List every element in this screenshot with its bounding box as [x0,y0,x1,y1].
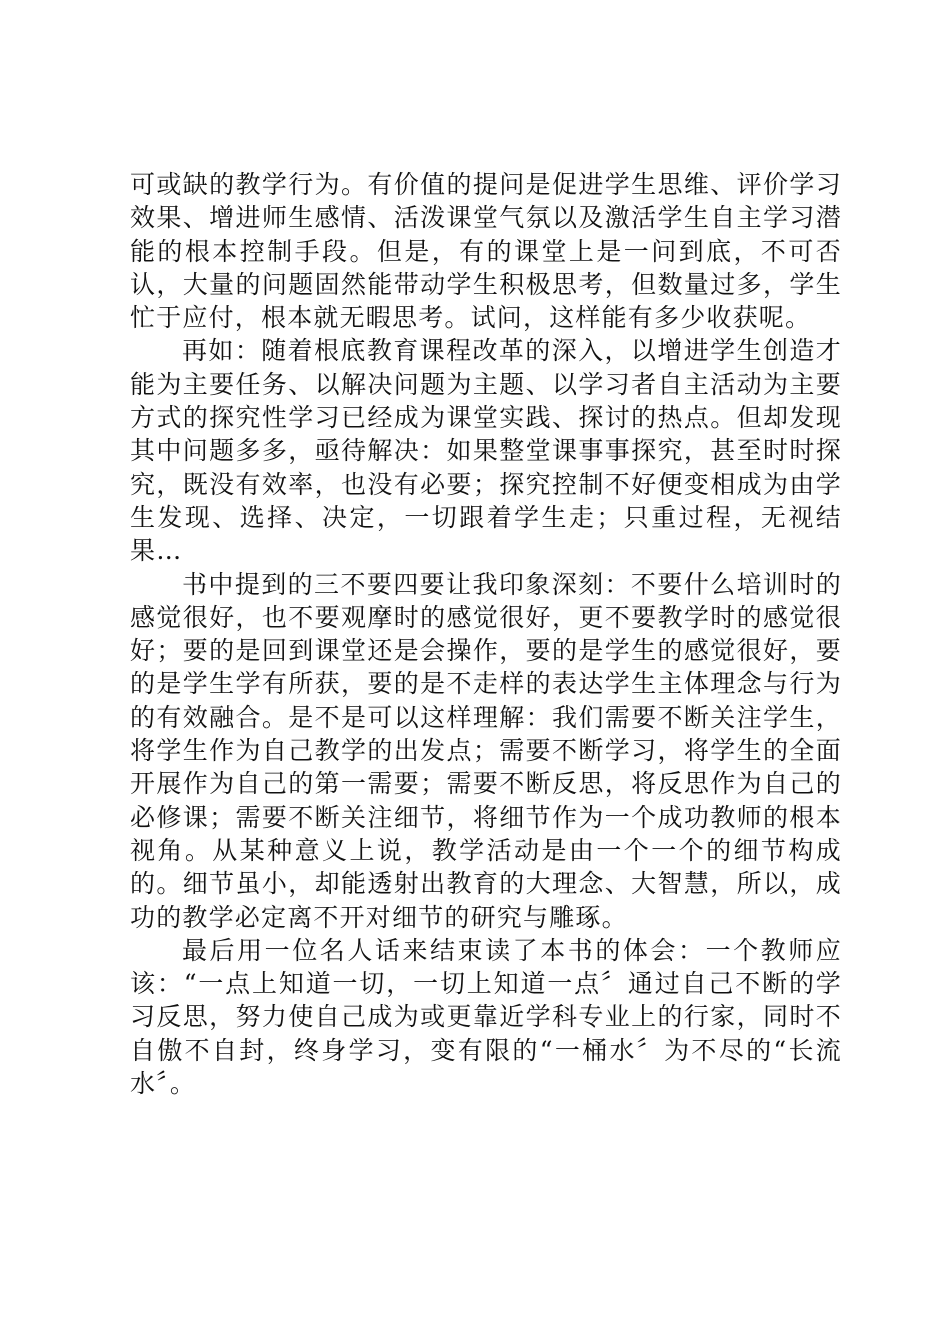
paragraph-continuation: 可或缺的教学行为。有价值的提问是促进学生思维、评价学习效果、增进师生感情、活泼课堂气氛以及激活学生自主学习潜能的根本控制手段。但是，有的课堂上是一问到底，不可否认，大量的问题固然能带动学生积极思考，但数量过多，学生忙于应付，根本就无暇思考。试问，这样能有多少收获呢。 [130,170,842,333]
paragraph-conclusion: 最后用一位名人话来结束读了本书的体会：一个教师应该：“一点上知道一切，一切上知道一点〞通过自己不断的学习反思，努力使自己成为或更靠近学科专业上的行家，同时不自傲不自封，终身学习，变有限的“一桶水〞为不尽的“长流水〞。 [130,935,842,1099]
paragraph-three-donts-four-musts: 书中提到的三不要四要让我印象深刻：不要什么培训时的感觉很好，也不要观摩时的感觉很好，更不要教学时的感觉很好；要的是回到课堂还是会操作，要的是学生的感觉很好，要的是学生学有所获，要的是不走样的表达学生主体理念与行为的有效融合。是不是可以这样理解：我们需要不断关注学生，将学生作为自己教学的出发点；需要不断学习，将学生的全面开展作为自己的第一需要；需要不断反思，将反思作为自己的必修课；需要不断关注细节，将细节作为一个成功教师的根本视角。从某种意义上说，教学活动是由一个一个的细节构成的。细节虽小，却能透射出教育的大理念、大智慧，所以，成功的教学必定离不开对细节的研究与雕琢。 [130,569,842,932]
paragraph-inquiry-learning: 再如：随着根底教育课程改革的深入，以增进学生创造才能为主要任务、以解决问题为主题、以学习者自主活动为主要方式的探究性学习已经成为课堂实践、探讨的热点。但却发现其中问题多多，亟待解决：如果整堂课事事探究，甚至时时探究，既没有效率，也没有必要；探究控制不好便变相成为由学生发现、选择、决定，一切跟着学生走；只重过程，无视结果… [130,336,842,566]
document-body [130,168,842,1100]
